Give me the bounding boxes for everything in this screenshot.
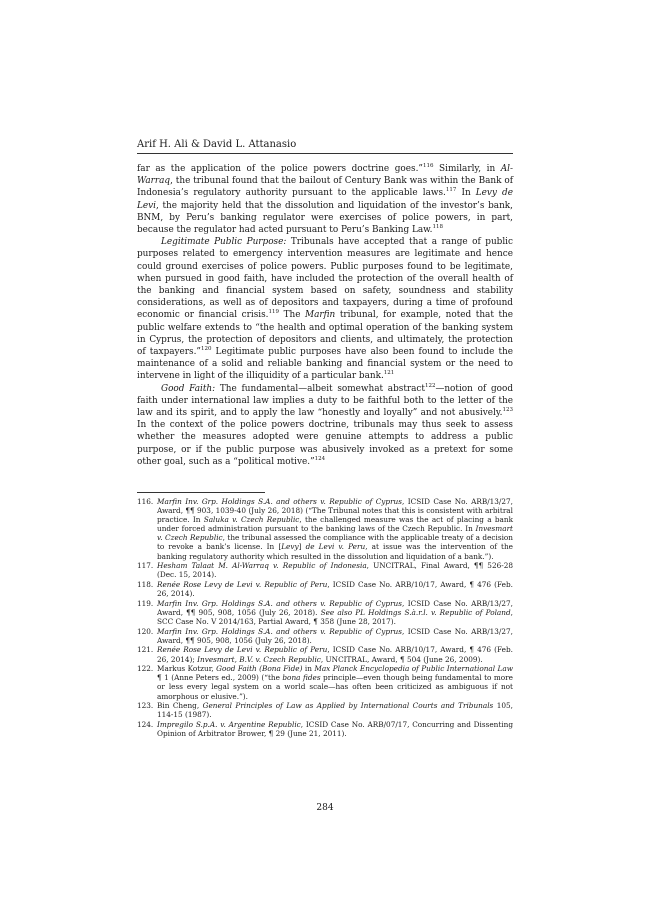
footnote [137,627,513,645]
header-rule [137,153,513,154]
footnote-number: 122. [137,664,154,674]
footnote-text: Hesham Talaat M. Al-Warraq v. Republic of Indonesia, UNCITRAL, Final Award, ¶¶ 526-28 (Dec. 15, 2014). [157,561,513,580]
footnote-number: 121. [137,645,154,655]
running-head: Arif H. Ali & David L. Attanasio [137,139,297,150]
footnotes [137,497,513,739]
footnote-rule [137,492,265,493]
paragraph: far as the application of the police powers doctrine goes.”$^{116}$ Similarly, in Al-Warraq, the tribunal found that the bailout of Century Bank was within the Bank of Indonesia’s regulatory authority pursuant to the applicable laws.$^{117}$ In Levy de Levi, the majority held that the dissolution and liquidation of the investor’s bank, BNM, by Peru’s banking regulator were exercises of police powers, in part, because the regulator had acted pursuant to Peru’s Banking Law.$^{118}$ [137,163,514,236]
footnote [137,664,513,700]
footnote [137,720,513,738]
footnote-text: Renée Rose Levy de Levi v. Republic of Peru, ICSID Case No. ARB/10/17, Award, ¶ 476 (Feb. 26, 2014); Invesmart, B.V. v. Czech Republic, UNCITRAL, Award, ¶ 504 (June 26, 2009). [157,645,513,664]
footnote-text: Markus Kotzur, Good Faith (Bona Fide) in Max Planck Encyclopedia of Public International Law ¶ 1 (Anne Peters ed., 2009) (“the bona fides principle—even though being fundamental to more or less every legal system on a world scale—has often been criticized as ambiguous if not amorphous or elusive.”). [157,664,513,701]
footnote-text: Marfin Inv. Grp. Holdings S.A. and others v. Republic of Cyprus, ICSID Case No. ARB/13/27, Award, ¶¶ 905, 908, 1056 (July 26, 2018). [157,626,513,645]
footnote-number: 123. [137,701,154,711]
body-text [137,163,513,468]
paragraph: Good Faith: The fundamental—albeit somewhat abstract$^{122}$—notion of good faith under international law implies a duty to be faithful both to the letter of the law and its spirit, and to apply the law “honestly and loyally” and not abusively.$^{123}$ In the context of the police powers doctrine, tribunals may thus seek to assess whether the measures adopted were genuine attempts to address a public purpose, or if the public purpose was abusively invoked as a pretext for some other goal, such as a “political motive.”$^{124}$ [137,382,513,467]
footnote-text: Impregilo S.p.A. v. Argentine Republic, ICSID Case No. ARB/07/17, Concurring and Dissenting Opinion of Arbitrator Brower, ¶ 29 (June 21, 2011). [157,720,514,739]
footnote-number: 120. [137,626,154,636]
footnote-number: 124. [137,720,154,729]
footnote [137,701,513,719]
footnote-number: 118. [137,580,154,590]
footnote-text: Bin Cheng, General Principles of Law as Applied by International Courts and Tribunals 105, 114-15 (1987). [157,701,514,720]
footnote-number: 119. [137,598,154,608]
footnote-text: Marfin Inv. Grp. Holdings S.A. and others v. Republic of Cyprus, ICSID Case No. ARB/13/27, Award, ¶¶ 903, 1039-40 (July 26, 2018) (“The Tribunal notes that this is consistent with arbitral practice. In Saluka v. Czech Republic, the challenged measure was the act of placing a bank under forced administration pursuant to the banking laws of the Czech Republic. In Invesmart v. Czech Republic, the tribunal assessed the compliance with the applicable treaty of a decision to revoke a bank’s license. In [Levy] de Levi v. Peru, at issue was the intervention of the banking regulatory authority which resulted in the dissolution and liquidation of a bank.”). [157,497,514,561]
footnote [137,580,513,598]
footnote-text: Marfin Inv. Grp. Holdings S.A. and others v. Republic of Cyprus, ICSID Case No. ARB/13/27, Award, ¶¶ 905, 908, 1056 (July 26, 2018). See also PL Holdings S.à.r.l. v. Republic of Poland, SCC Case No. V 2014/163, Partial Award, ¶ 358 (June 28, 2017). [157,598,513,626]
paragraph: Legitimate Public Purpose: Tribunals have accepted that a range of public purposes related to emergency intervention measures are legitimate and hence could ground exercises of police powers. Public purposes found to be legitimate, when pursued in good faith, have included the protection of the overall health of the banking and financial system based on safety, soundness and stability considerations, as well as of depositors and taxpayers, during a time of profound economic or financial crisis.$^{119}$ The Marfin tribunal, for example, noted that the public welfare extends to “the health and optimal operation of the banking system in Cyprus, the protection of depositors and clients, and ultimately, the protection of taxpayers.”$^{120}$ Legitimate public purposes have also been found to include the maintenance of a solid and reliable banking and financial system or the need to intervene in light of the illiquidity of a particular bank.$^{121}$ [137,237,513,382]
footnote [137,599,513,626]
footnote-number: 116. [137,497,154,506]
footnote [137,561,513,579]
footnote [137,645,513,663]
footnote-number: 117. [137,561,154,571]
page-number: 284 [316,803,334,813]
footnote [137,497,513,561]
footnote-text: Renée Rose Levy de Levi v. Republic of Peru, ICSID Case No. ARB/10/17, Award, ¶ 476 (Feb. 26, 2014). [157,580,513,599]
